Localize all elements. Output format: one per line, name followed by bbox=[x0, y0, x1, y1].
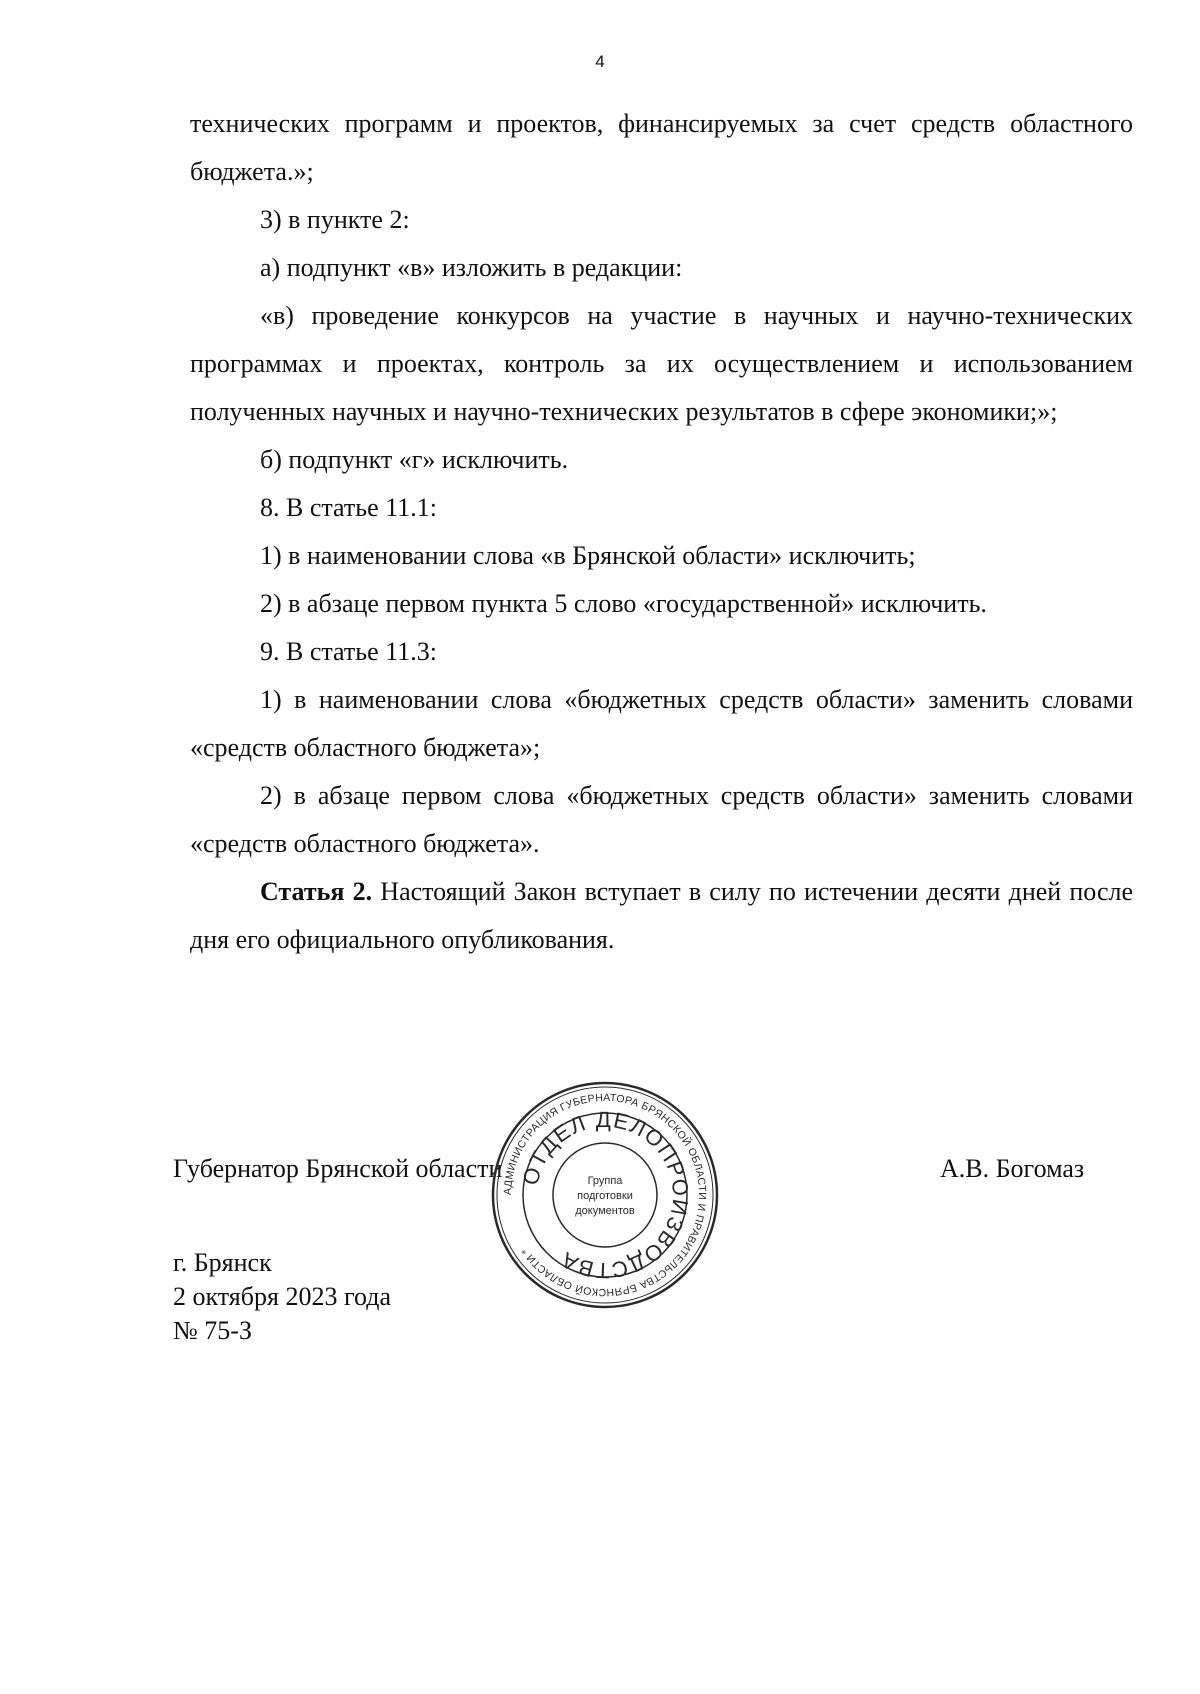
paragraph: б) подпункт «г» исключить. bbox=[260, 445, 569, 474]
law-number: № 75-З bbox=[173, 1316, 252, 1345]
stamp-seal-icon bbox=[490, 1080, 720, 1310]
paragraph: 2) в абзаце первом слова «бюджетных средств области» заменить словами «средств областного бюджета». bbox=[190, 781, 1133, 858]
paragraph: 1) в наименовании слова «бюджетных средств области» заменить словами «средств областного бюджета»; bbox=[190, 685, 1133, 762]
paragraph: 9. В статье 11.3: bbox=[260, 637, 437, 666]
stamp-center-line: документов bbox=[575, 1205, 635, 1217]
paragraph: «в) проведение конкурсов на участие в научных и научно-технических программах и проектах, контроль за их осуществлением и использованием полученных научных и научно-технических результатов в сфере экономики;»; bbox=[190, 301, 1133, 426]
signature-name: А.В. Богомаз bbox=[940, 1154, 1085, 1183]
paragraph: 1) в наименовании слова «в Брянской области» исключить; bbox=[260, 541, 916, 570]
article-2-paragraph bbox=[190, 868, 1133, 964]
article-2-heading: Статья 2. bbox=[260, 877, 373, 906]
page-number: 4 bbox=[595, 52, 605, 71]
paragraph: 3) в пункте 2: bbox=[260, 205, 410, 234]
document-body bbox=[190, 100, 1133, 964]
stamp-outer-text: АДМИНИСТРАЦИЯ ГУБЕРНАТОРА БРЯНСКОЙ ОБЛАСТИ И ПРАВИТЕЛЬСТВА БРЯНСКОЙ ОБЛАСТИ * bbox=[501, 1091, 709, 1299]
date: 2 октября 2023 года bbox=[173, 1282, 391, 1311]
official-stamp bbox=[490, 1080, 720, 1310]
stamp-center-line: подготовки bbox=[577, 1190, 633, 1202]
article-2-text: Настоящий Закон вступает в силу по истечении десяти дней после дня его официального опубликования. bbox=[190, 877, 1133, 954]
signature-title: Губернатор Брянской области bbox=[173, 1154, 503, 1183]
stamp-inner-text: ОТДЕЛ ДЕЛОПРОИЗВОДСТВА bbox=[517, 1106, 694, 1284]
stamp-center-line: Группа bbox=[587, 1175, 623, 1187]
paragraph: 8. В статье 11.1: bbox=[260, 493, 437, 522]
paragraph: а) подпункт «в» изложить в редакции: bbox=[260, 253, 683, 282]
city: г. Брянск bbox=[173, 1248, 272, 1277]
place-date-number bbox=[173, 1246, 391, 1348]
paragraph: 2) в абзаце первом пункта 5 слово «государственной» исключить. bbox=[260, 589, 987, 618]
paragraph: технических программ и проектов, финансируемых за счет средств областного бюджета.»; bbox=[190, 109, 1133, 186]
